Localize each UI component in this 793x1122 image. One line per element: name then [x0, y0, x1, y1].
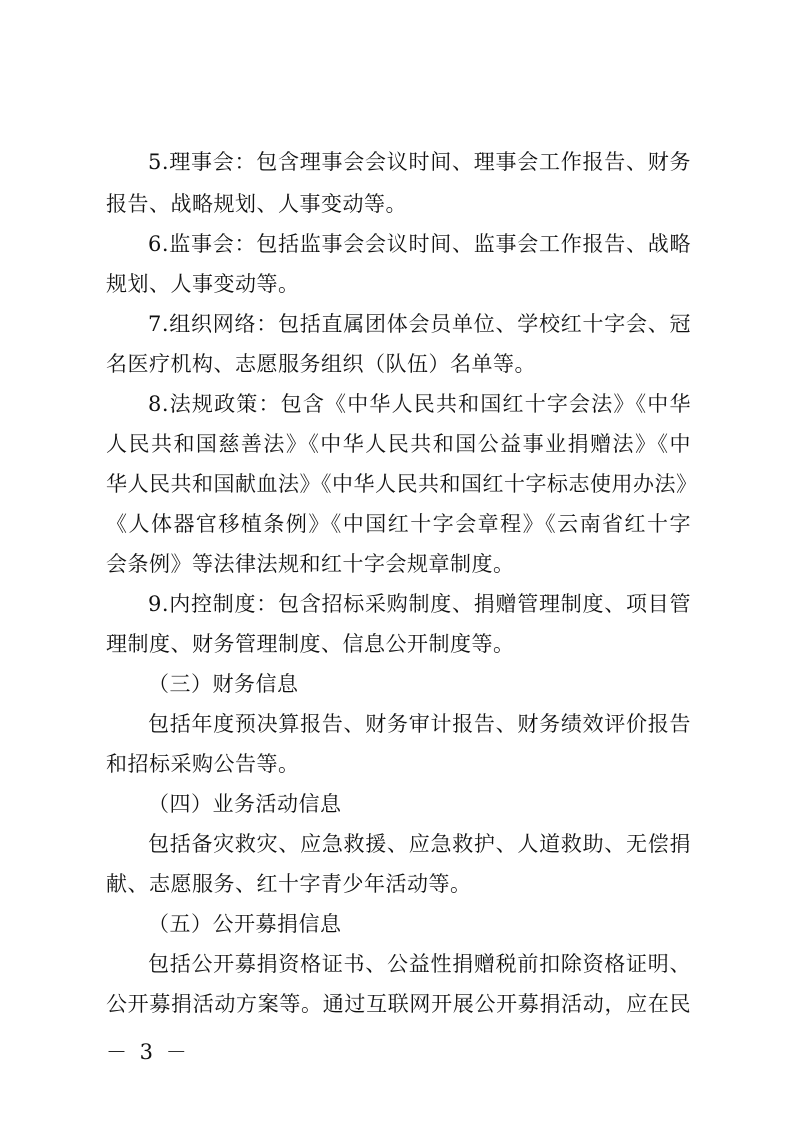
section-finance-line-2: 和招标采购公告等。 [106, 752, 300, 776]
page-number: － 3 － [106, 1040, 190, 1064]
paragraph-7-line-2: 名医疗机构、志愿服务组织（队伍）名单等。 [106, 352, 536, 376]
paragraph-9-line-1: 9.内控制度：包含招标采购制度、捐赠管理制度、项目管 [148, 592, 691, 616]
paragraph-5-line-1: 5.理事会：包含理事会会议时间、理事会工作报告、财务 [148, 150, 691, 174]
section-heading-fundraising: （五）公开募捐信息 [148, 912, 342, 936]
paragraph-5-line-2: 报告、战略规划、人事变动等。 [106, 192, 407, 216]
paragraph-8-line-1: 8.法规政策：包含《中华人民共和国红十字会法》《中华 [148, 392, 691, 416]
paragraph-6-line-2: 规划、人事变动等。 [106, 272, 300, 296]
section-heading-finance: （三）财务信息 [148, 672, 299, 696]
section-business-line-1: 包括备灾救灾、应急救援、应急救护、人道救助、无偿捐 [148, 832, 691, 856]
section-finance-line-1: 包括年度预决算报告、财务审计报告、财务绩效评价报告 [148, 712, 691, 736]
paragraph-8-line-5: 会条例》等法律法规和红十字会规章制度。 [106, 552, 515, 576]
paragraph-9-line-2: 理制度、财务管理制度、信息公开制度等。 [106, 632, 515, 656]
paragraph-8-line-4: 《人体器官移植条例》《中国红十字会章程》《云南省红十字 [106, 512, 691, 536]
paragraph-8-line-3: 华人民共和国献血法》《中华人民共和国红十字标志使用办法》 [106, 472, 698, 496]
paragraph-7-line-1: 7.组织网络：包括直属团体会员单位、学校红十字会、冠 [148, 312, 691, 336]
section-heading-business: （四）业务活动信息 [148, 792, 342, 816]
paragraph-8-line-2: 人民共和国慈善法》《中华人民共和国公益事业捐赠法》《中 [106, 432, 691, 456]
section-business-line-2: 献、志愿服务、红十字青少年活动等。 [106, 872, 472, 896]
paragraph-6-line-1: 6.监事会：包括监事会会议时间、监事会工作报告、战略 [148, 232, 691, 256]
section-fundraising-line-2: 公开募捐活动方案等。通过互联网开展公开募捐活动，应在民 [106, 992, 691, 1016]
section-fundraising-line-1: 包括公开募捐资格证书、公益性捐赠税前扣除资格证明、 [148, 952, 691, 976]
